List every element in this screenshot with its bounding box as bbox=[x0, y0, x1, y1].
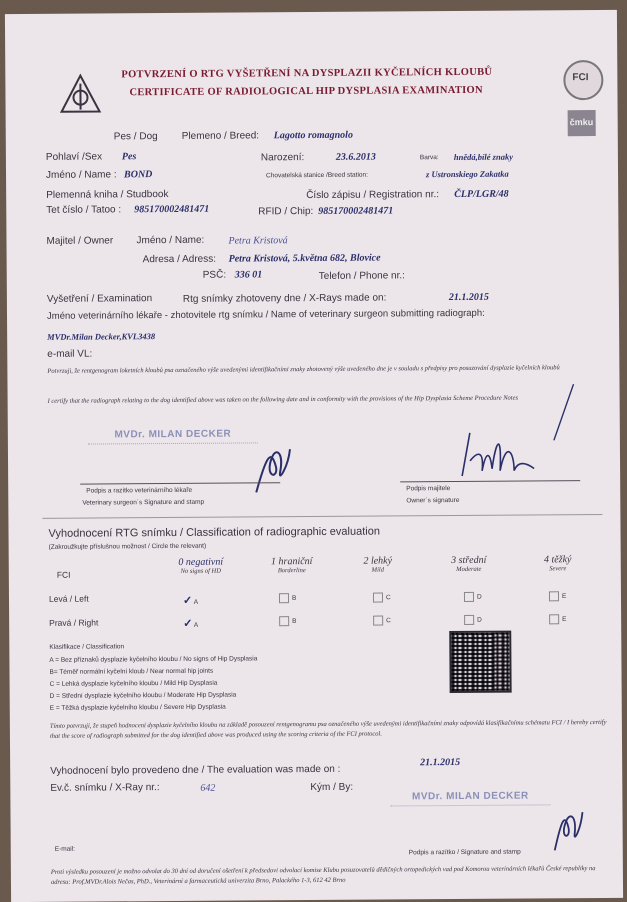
vet-value: MVDr.Milan Decker,KVL3438 bbox=[47, 331, 155, 342]
left-e-box bbox=[549, 591, 559, 601]
grade-0-cz: 0 negativní bbox=[161, 557, 241, 569]
vet-stamp-lines bbox=[88, 442, 258, 474]
left-d: D bbox=[464, 592, 482, 602]
grade-1-en: Borderline bbox=[257, 567, 327, 574]
sex-value: Pes bbox=[122, 151, 137, 162]
right-b-box bbox=[279, 616, 289, 626]
classification-line-d: D = Střední dysplazie kyčelního kloubu / Moderate Hip Dysplasia bbox=[50, 692, 237, 700]
studbook-label: Plemenná kniha / Studbook bbox=[46, 189, 168, 201]
right-b: B bbox=[279, 616, 296, 626]
eval-stamp-name: MVDr. MILAN DECKER bbox=[390, 790, 550, 802]
grade-3 bbox=[439, 555, 499, 573]
xray-label: Rtg snímky zhotoveny dne / X-Rays made on: bbox=[183, 292, 387, 304]
owner-sign-en: Owner´s signature bbox=[406, 497, 459, 504]
owner-name-value: Petra Kristová bbox=[228, 235, 287, 246]
left-c: C bbox=[373, 592, 391, 602]
right-label: Pravá / Right bbox=[49, 618, 98, 628]
vet-sign-en: Veterinary surgeon´s Signature and stamp bbox=[82, 499, 204, 507]
grade-0-en: No signs of HD bbox=[161, 568, 241, 576]
declaration-en: I certify that the radiograph relating to the dog identified above was taken on the following date and in conformity with the provisions of the Hip Dysplasia Scheme Procedure Notes bbox=[48, 392, 608, 407]
owner-signature bbox=[456, 420, 546, 481]
owner-sign-line bbox=[400, 480, 580, 482]
grade-4-en: Severe bbox=[533, 565, 583, 572]
color-value: hnědá,bílé znaky bbox=[454, 152, 513, 162]
exam-label: Vyšetření / Examination bbox=[47, 293, 152, 305]
owner-label: Majitel / Owner bbox=[46, 235, 113, 246]
owner-name-label: Jméno / Name: bbox=[136, 235, 204, 246]
reg-value: ČLP/LGR/48 bbox=[454, 189, 509, 200]
xray-date: 21.1.2015 bbox=[449, 292, 489, 303]
classification-line-e: E = Těžká dysplazie kyčelního kloubu / Severe Hip Dysplasia bbox=[50, 704, 226, 712]
address-label: Adresa / Adress: bbox=[143, 254, 216, 266]
phone-label: Telefon / Phone nr.: bbox=[319, 270, 405, 282]
vet-stamp-name: MVDr. MILAN DECKER bbox=[88, 428, 258, 440]
fci-logo: FCI bbox=[563, 60, 603, 100]
cmku-logo: čmku bbox=[568, 110, 596, 136]
grade-1 bbox=[257, 556, 327, 574]
classification-line-a: A = Bez příznaků dysplazie kyčelního kloubu / No signs of Hip Dysplasia bbox=[49, 655, 257, 663]
eval-subheading: (Zakroužkujte příslušnou možnost / Circle the relevant) bbox=[49, 543, 207, 551]
tattoo-label: Tet číslo / Tatoo : bbox=[46, 204, 121, 216]
classification-line-c: C = Lehká dysplazie kyčelního kloubu / Mild Hip Dysplasia bbox=[50, 680, 218, 688]
vet-sign-cz: Podpis a razítko veterinárního lékaře bbox=[86, 487, 192, 495]
chip-value: 985170002481471 bbox=[318, 205, 393, 217]
right-c: C bbox=[373, 615, 391, 625]
dob-value: 23.6.2013 bbox=[336, 152, 376, 163]
grade-2 bbox=[353, 555, 403, 573]
classification-heading: Klasifikace / Classification bbox=[49, 643, 124, 651]
pen-mark bbox=[543, 382, 583, 442]
footer-text: Proti výsledku posouzení je možno odvolat do 30 dní od doručení ošetření k předsedovi odvolací komise Klubu posuzovatelů dědičných ortopedických vad pod Komorou veterinárních lékařů České republiky na adresu: Prof.MVDr.Alois Nečas, PhD., Veterinární a farmaceutická univerzita Brno, Palackého 1-3, 612 42 Brno bbox=[51, 864, 611, 888]
breed-value: Lagotto romagnolo bbox=[274, 130, 353, 142]
vet-signature bbox=[246, 437, 296, 497]
vet-stamp bbox=[88, 428, 258, 474]
hip-logo bbox=[57, 71, 103, 117]
certify-text: Tímto potvrzuji, že stupeň hodnocení dysplazie kyčelního kloubu na základě posouzení rentgenogramu psa označeného výše uvedenými identifikačními znaky odpovídá klasifikačnímu schématu FCI / I hereby certify that the score of radiograph submitted for the dog identified above was produced using the scoring criteria of the FCI protocol. bbox=[50, 718, 610, 742]
classification-line-b: B= Téměř normální kyčelní kloub / Near normal hip joints bbox=[49, 668, 213, 676]
xray-nr-label: Ev.č. snímku / X-Ray nr.: bbox=[50, 782, 159, 794]
address-value: Petra Kristová, 5.května 682, Blovice bbox=[229, 253, 381, 265]
title-en: CERTIFICATE OF RADIOLOGICAL HIP DYSPLASIA EXAMINATION bbox=[129, 85, 483, 98]
eval-signature bbox=[546, 804, 586, 854]
left-e: E bbox=[549, 591, 566, 601]
right-e-box bbox=[549, 614, 559, 624]
eval-email-label: E-mail: bbox=[55, 846, 75, 853]
grade-3-en: Moderate bbox=[439, 566, 499, 573]
eval-made-label: Vyhodnocení bylo provedeno dne / The evaluation was made on : bbox=[50, 764, 340, 777]
certificate-page bbox=[5, 10, 623, 902]
eval-sign-label: Podpis a razítko / Signature and stamp bbox=[409, 849, 521, 857]
chip-label: RFID / Chip: bbox=[258, 206, 313, 217]
grade-2-cz: 2 lehký bbox=[353, 555, 403, 566]
left-d-box bbox=[464, 592, 474, 602]
right-c-box bbox=[373, 616, 383, 626]
dob-label: Narození: bbox=[261, 152, 304, 163]
name-label: Jméno / Name : bbox=[46, 169, 117, 180]
grade-1-cz: 1 hraniční bbox=[257, 556, 327, 567]
right-a-check: ✓ bbox=[183, 618, 192, 630]
section-divider bbox=[42, 514, 602, 519]
fci-label: FCI bbox=[57, 570, 71, 580]
right-a: ✓ A bbox=[183, 617, 198, 630]
kennel-label: Chovatelská stanice /Breed station: bbox=[266, 172, 368, 180]
by-label: Kým / By: bbox=[310, 782, 353, 793]
qr-code bbox=[449, 631, 511, 693]
owner-sign-cz: Podpis majitele bbox=[406, 485, 450, 492]
name-value: BOND bbox=[124, 169, 152, 180]
left-a-check: ✓ bbox=[183, 595, 192, 607]
vet-label: Jméno veterinárního lékaře - zhotovitele rtg snímku / Name of veterinary surgeon submitting radiograph: bbox=[47, 308, 485, 322]
grade-2-en: Mild bbox=[353, 566, 403, 573]
email-label: e-mail VL: bbox=[47, 349, 92, 360]
psc-label: PSČ: bbox=[203, 270, 226, 281]
left-a: ✓ A bbox=[183, 594, 198, 607]
right-d-box bbox=[464, 615, 474, 625]
left-b: B bbox=[279, 593, 296, 603]
left-label: Levá / Left bbox=[49, 594, 89, 604]
eval-date: 21.1.2015 bbox=[420, 757, 460, 768]
left-c-box bbox=[373, 593, 383, 603]
grade-0 bbox=[161, 557, 241, 576]
kennel-value: z Ustronskiego Zakatka bbox=[426, 169, 509, 180]
color-label: Barva: bbox=[420, 154, 439, 161]
psc-value: 336 01 bbox=[235, 269, 263, 280]
eval-stamp bbox=[390, 790, 550, 840]
eval-stamp-lines bbox=[390, 804, 550, 840]
xray-nr-value: 642 bbox=[200, 783, 215, 794]
declaration-cz: Potvrzuji, že rentgenogram loketních kloubů psa označeného výše uvedenými identifikačními znaky zhotovený výše uvedeného dne je v souladu s předpisy pro posuzování dysplazie kyčelních kloubů bbox=[47, 362, 587, 377]
title-cz: POTVRZENÍ O RTG VYŠETŘENÍ NA DYSPLAZII KYČELNÍCH KLOUBŮ bbox=[121, 67, 492, 81]
grade-4-cz: 4 těžký bbox=[533, 554, 583, 565]
left-b-box bbox=[279, 593, 289, 603]
reg-label: Číslo zápisu / Registration nr.: bbox=[306, 189, 439, 201]
right-d: D bbox=[464, 615, 482, 625]
right-e: E bbox=[549, 614, 566, 624]
sex-label: Pohlaví /Sex bbox=[46, 151, 102, 162]
eval-heading: Vyhodnocení RTG snímku / Classification of radiographic evaluation bbox=[48, 526, 379, 540]
grade-3-cz: 3 střední bbox=[439, 555, 499, 566]
tattoo-value: 985170002481471 bbox=[134, 204, 209, 216]
breed-label: Plemeno / Breed: bbox=[182, 130, 259, 142]
grade-4 bbox=[533, 554, 583, 572]
sex-heading: Pes / Dog bbox=[114, 131, 158, 142]
